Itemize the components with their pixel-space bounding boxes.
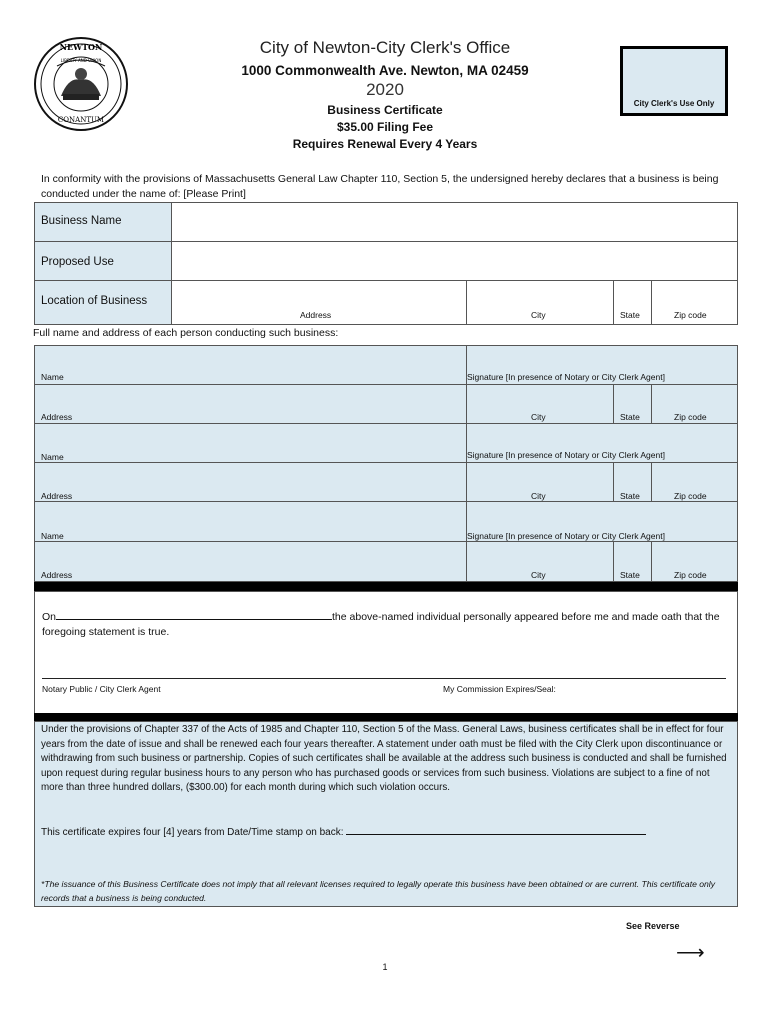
zip-caption: Zip code bbox=[674, 412, 707, 422]
filing-fee: $35.00 Filing Fee bbox=[336, 120, 434, 134]
intro-paragraph: In conformity with the provisions of Massachusetts General Law Chapter 110, Section 5, the undersigned hereby declares that a business is being conducted under the name of: [Please Print] bbox=[41, 173, 719, 200]
expiry-statement bbox=[41, 825, 646, 838]
svg-text:CONANTUM: CONANTUM bbox=[57, 116, 105, 124]
address-caption: Address bbox=[41, 412, 73, 422]
expiry-text: This certificate expires four [4] years from Date/Time stamp on back: bbox=[41, 827, 344, 838]
proposed-use-label-cell bbox=[34, 241, 172, 281]
renewal-notice: Requires Renewal Every 4 Years bbox=[292, 137, 478, 151]
zip-caption: Zip code bbox=[674, 491, 707, 501]
business-name-field[interactable] bbox=[171, 202, 738, 242]
expiry-blank[interactable] bbox=[346, 825, 646, 835]
city-caption: City bbox=[531, 491, 546, 501]
document-name: Business Certificate bbox=[327, 103, 443, 117]
proposed-use-label: Proposed Use bbox=[41, 256, 114, 268]
person-3-zip-field[interactable] bbox=[651, 541, 738, 582]
on-label: On bbox=[42, 611, 57, 623]
name-caption: Name bbox=[41, 531, 64, 541]
notary-agent-label: Notary Public / City Clerk Agent bbox=[42, 684, 161, 694]
office-address: 1000 Commonwealth Ave. Newton, MA 02459 bbox=[241, 63, 529, 78]
state-caption: State bbox=[620, 491, 640, 501]
address-caption: Address bbox=[41, 570, 73, 580]
svg-text:NEWTON: NEWTON bbox=[59, 42, 103, 52]
person-1-address-field[interactable] bbox=[34, 384, 467, 424]
person-3-city-field[interactable] bbox=[466, 541, 614, 582]
arrow-right-icon: ⟶ bbox=[676, 942, 705, 964]
persons-heading: Full name and address of each person conducting such business: bbox=[33, 327, 339, 339]
person-3-state-field[interactable] bbox=[613, 541, 652, 582]
business-city-field[interactable] bbox=[466, 280, 614, 325]
person-2-address-field[interactable] bbox=[34, 462, 467, 502]
business-name-label-cell bbox=[34, 202, 172, 242]
page-number: 1 bbox=[382, 962, 388, 972]
person-3-name-field[interactable] bbox=[34, 501, 467, 542]
business-state-field[interactable] bbox=[613, 280, 652, 325]
see-reverse-label: See Reverse bbox=[626, 921, 680, 931]
location-label-cell bbox=[34, 280, 172, 325]
zip-caption: Zip code bbox=[674, 310, 707, 320]
section-divider bbox=[34, 582, 738, 591]
city-caption: City bbox=[531, 570, 546, 580]
date-blank[interactable] bbox=[56, 608, 332, 620]
notary-signature-line[interactable] bbox=[42, 678, 726, 679]
clerk-use-box bbox=[620, 46, 728, 116]
person-1-signature-field[interactable] bbox=[466, 345, 738, 385]
law-paragraph: Under the provisions of Chapter 337 of the Acts of 1985 and Chapter 110, Section 5 of the Mass. General Laws, business certificates shall be in effect for four years from the date of issue and shall be renewed each four years thereafter. A statement under oath must be filed with the City Clerk upon discontinuance or withdrawing from such business or partnership. Copies of such certificates shall be available at the address such business is conducted and shall be furnished upon request during regular business hours to any person who has purchased goods or services from such business. Violations are subject to a fine of not more than three hundred dollars, ($300.00) for each month during which such violation occurs. bbox=[41, 724, 727, 793]
person-2-zip-field[interactable] bbox=[651, 462, 738, 502]
svg-text:LIBERTY AND UNION: LIBERTY AND UNION bbox=[60, 58, 102, 63]
notary-section bbox=[34, 591, 738, 715]
proposed-use-field[interactable] bbox=[171, 241, 738, 281]
person-2-signature-field[interactable] bbox=[466, 423, 738, 463]
person-2-state-field[interactable] bbox=[613, 462, 652, 502]
person-3-address-field[interactable] bbox=[34, 541, 467, 582]
business-zip-field[interactable] bbox=[651, 280, 738, 325]
person-1-zip-field[interactable] bbox=[651, 384, 738, 424]
name-caption: Name bbox=[41, 372, 64, 382]
address-caption: Address bbox=[41, 491, 73, 501]
city-caption: City bbox=[531, 310, 546, 320]
location-label: Location of Business bbox=[41, 295, 148, 307]
name-caption: Name bbox=[41, 452, 64, 462]
zip-caption: Zip code bbox=[674, 570, 707, 580]
person-2-city-field[interactable] bbox=[466, 462, 614, 502]
person-1-name-field[interactable] bbox=[34, 345, 467, 385]
city-caption: City bbox=[531, 412, 546, 422]
state-caption: State bbox=[620, 570, 640, 580]
commission-label: My Commission Expires/Seal: bbox=[443, 684, 556, 694]
state-caption: State bbox=[620, 310, 640, 320]
signature-caption: Signature [In presence of Notary or City Clerk Agent] bbox=[467, 372, 665, 382]
clerk-use-label: City Clerk's Use Only bbox=[633, 99, 715, 108]
issuance-note: *The issuance of this Business Certificate does not imply that all relevant licenses required to legally operate this business have been obtained or are current. This certificate only records that a business is being conducted. bbox=[41, 879, 716, 903]
business-name-label: Business Name bbox=[41, 215, 122, 227]
signature-caption: Signature [In presence of Notary or City Clerk Agent] bbox=[467, 531, 665, 541]
state-caption: State bbox=[620, 412, 640, 422]
oath-text: the above-named individual personally appeared before me and made oath that the foregoing statement is true. bbox=[42, 611, 720, 638]
person-1-city-field[interactable] bbox=[466, 384, 614, 424]
signature-caption: Signature [In presence of Notary or City Clerk Agent] bbox=[467, 450, 665, 460]
business-address-field[interactable] bbox=[171, 280, 467, 325]
person-1-state-field[interactable] bbox=[613, 384, 652, 424]
form-year: 2020 bbox=[366, 80, 404, 99]
person-3-signature-field[interactable] bbox=[466, 501, 738, 542]
office-title: City of Newton-City Clerk's Office bbox=[259, 38, 511, 57]
person-2-name-field[interactable] bbox=[34, 423, 467, 463]
address-caption: Address bbox=[300, 310, 332, 320]
notary-statement bbox=[42, 608, 732, 640]
